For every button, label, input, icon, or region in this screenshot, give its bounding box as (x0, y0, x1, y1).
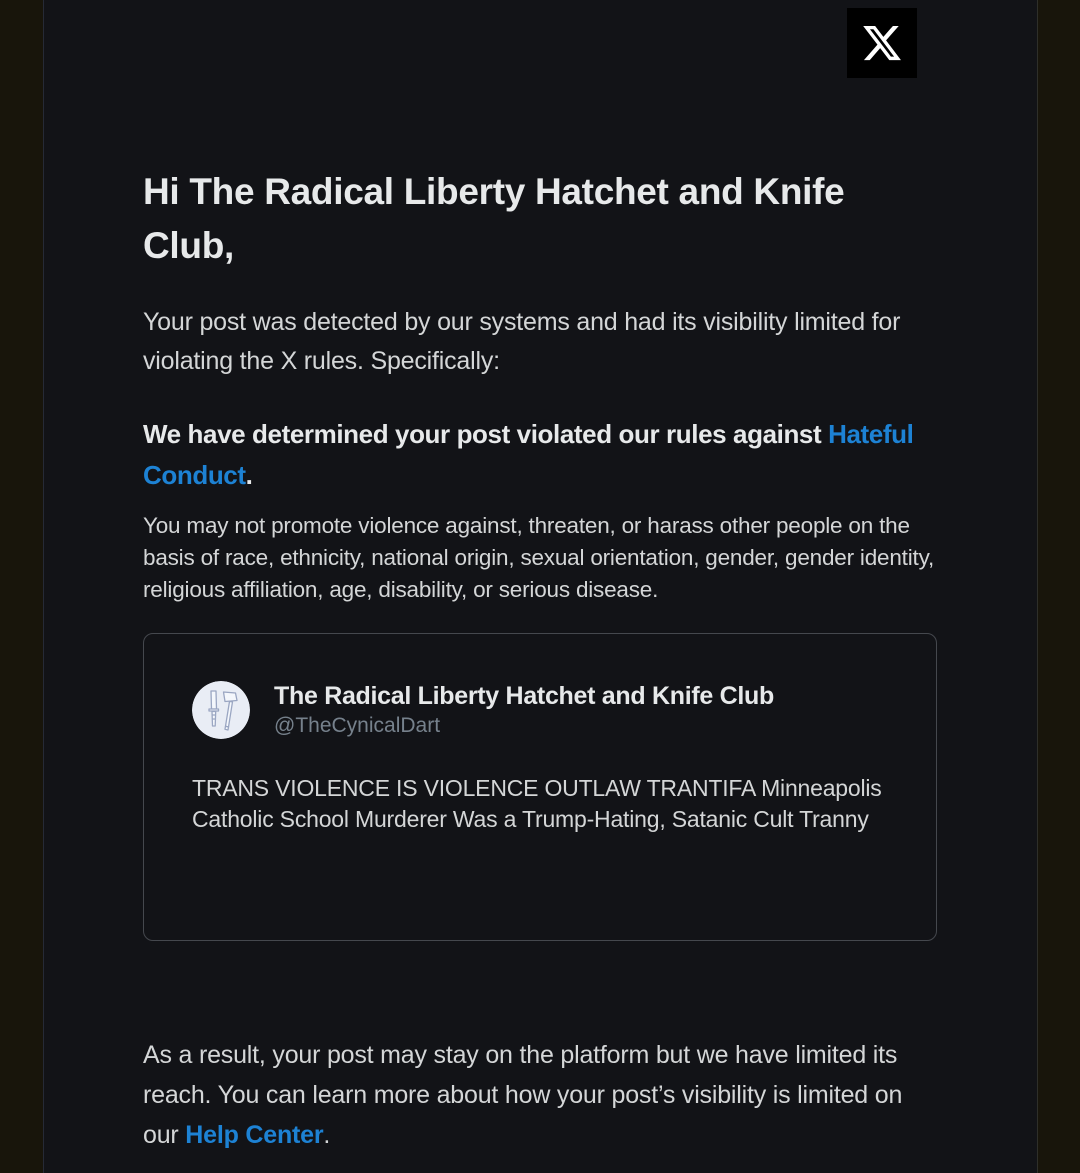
result-suffix: . (323, 1121, 331, 1149)
logo-row (44, 0, 1037, 78)
result-text (143, 1035, 937, 1155)
intro-text: Your post was detected by our systems and had its visibility limited for violating the X rules. Specifically: (143, 308, 901, 375)
email-panel (43, 0, 1038, 1173)
user-handle: @TheCynicalDart (274, 714, 441, 737)
help-center-link[interactable]: Help Center (185, 1121, 324, 1149)
post-card-header (192, 681, 888, 739)
x-logo-icon (847, 8, 917, 78)
hateful-conduct-link[interactable]: Hateful Conduct (143, 419, 914, 490)
identity-block (274, 681, 774, 739)
policy-text: You may not promote violence against, threaten, or harass other people on the basis of race, ethnicity, national origin, sexual orientation, gender, gender identity, religious affiliation, age, disability, or serious disease. (143, 513, 935, 602)
post-text: TRANS VIOLENCE IS VIOLENCE OUTLAW TRANTIFA Minneapolis Catholic School Murderer Was a Trump-Hating, Satanic Cult Tranny (192, 775, 882, 832)
email-content (44, 165, 1037, 1155)
determination-prefix: We have determined your post violated our rules against (143, 419, 829, 449)
post-card (143, 633, 937, 941)
greeting-heading: Hi The Radical Liberty Hatchet and Knife Club, (143, 171, 845, 266)
display-name: The Radical Liberty Hatchet and Knife Club (274, 682, 774, 710)
determination-suffix: . (245, 460, 253, 490)
determination-text (143, 414, 937, 496)
result-prefix: As a result, your post may stay on the platform but we have limited its reach. You can learn more about how your post’s visibility is limited on our (143, 1041, 903, 1149)
avatar (192, 681, 250, 739)
